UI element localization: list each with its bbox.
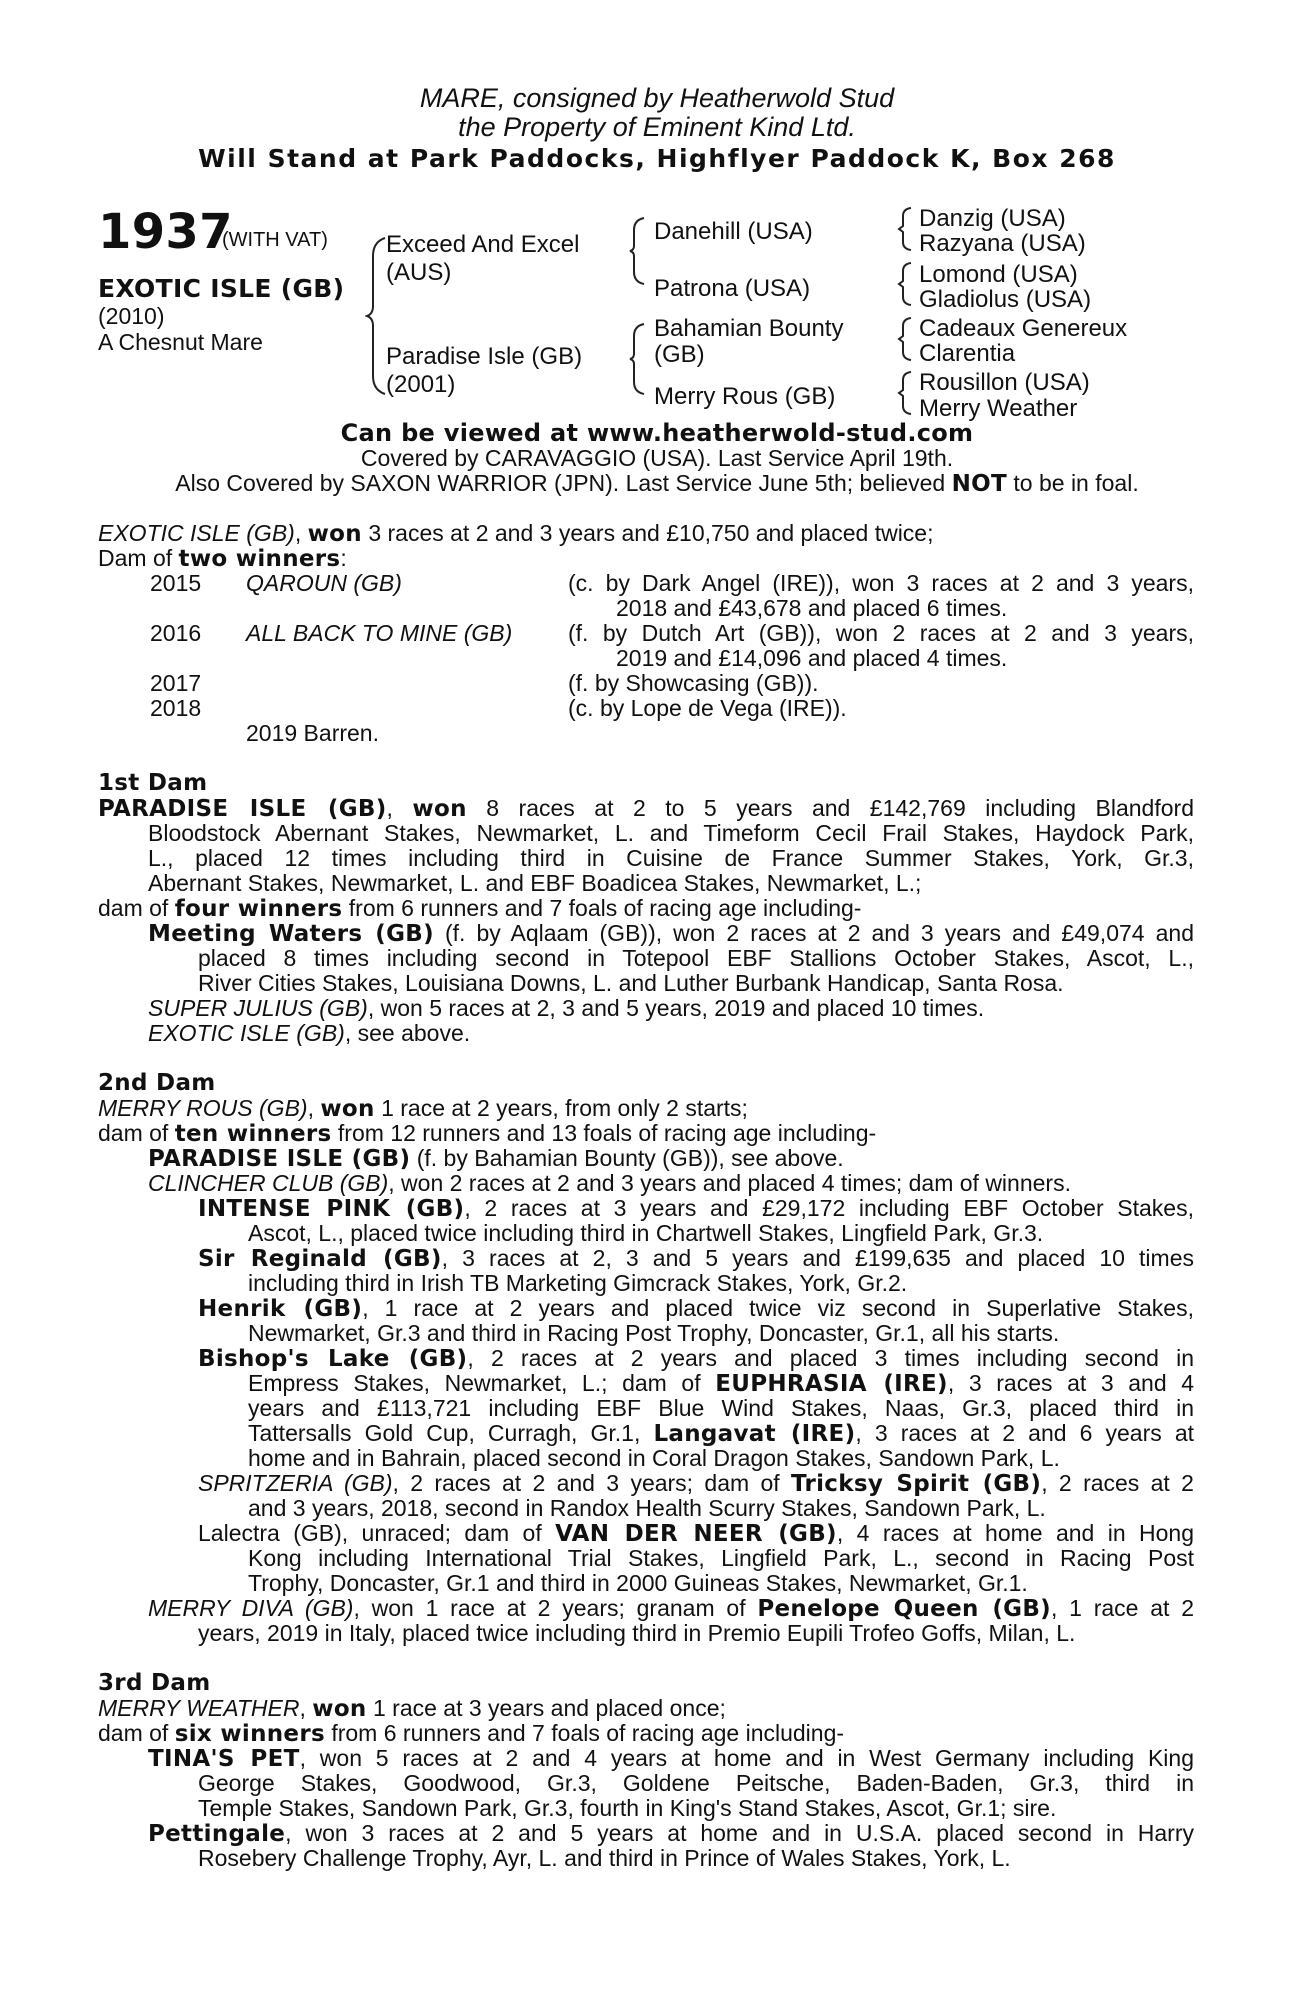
third-dam-foal-cont: George Stakes, Goodwood, Gr.3, Goldene Peitsche, Baden-Baden, Gr.3, third in <box>198 1770 1194 1796</box>
grandchild-cont: Newmarket, Gr.3 and third in Racing Post Trophy, Doncaster, Gr.1, all his starts. <box>248 1320 1060 1346</box>
location-line: Will Stand at Park Paddocks, Highflyer Paddock K, Box 268 <box>198 144 1116 173</box>
second-dam-heading: 2nd Dam <box>98 1070 216 1096</box>
sire-origin: (AUS) <box>386 259 452 286</box>
grandchild-cont: years and £113,721 including EBF Blue Wind Stakes, Naas, Gr.3, placed third in <box>248 1395 1194 1421</box>
sire-name: Exceed And Excel <box>386 231 580 258</box>
second-dam-foal: PARADISE ISLE (GB) (f. by Bahamian Bounty (GB)), see above. <box>148 1145 844 1172</box>
third-dam-heading: 3rd Dam <box>98 1670 211 1696</box>
third-dam-foal-cont: Temple Stakes, Sandown Park, Gr.3, fourth in King's Stand Stakes, Ascot, Gr.1; sire. <box>198 1795 1057 1821</box>
produce-detail: (c. by Lope de Vega (IRE)). <box>568 695 847 721</box>
produce-year: 2016 <box>150 620 202 646</box>
produce-year: 2015 <box>150 570 202 596</box>
pedigree-brace-sire <box>628 216 650 286</box>
first-dam-line: Bloodstock Abernant Stakes, Newmarket, L. and Timeform Cecil Frail Stakes, Haydock Park, <box>148 820 1194 846</box>
owner-line: the Property of Eminent Kind Ltd. <box>458 112 856 142</box>
produce-intro: EXOTIC ISLE (GB), won 3 races at 2 and 3 years and £10,750 and placed twice; <box>98 520 934 547</box>
gs-2: Razyana (USA) <box>919 230 1086 257</box>
grandchild: Sir Reginald (GB), 3 races at 2, 3 and 5 years and £199,635 and placed 10 times <box>198 1245 1194 1272</box>
first-dam-line: PARADISE ISLE (GB), won 8 races at 2 to 5 years and £142,769 including Blandford <box>98 795 1194 822</box>
produce-detail-cont: 2019 and £14,096 and placed 4 times. <box>616 645 1008 671</box>
grandchild: INTENSE PINK (GB), 2 races at 3 years and £29,172 including EBF October Stakes, <box>198 1195 1194 1222</box>
produce-year: 2018 <box>150 695 202 721</box>
produce-year: 2017 <box>150 670 202 696</box>
second-dam-foal: Lalectra (GB), unraced; dam of VAN DER NEER (GB), 4 races at home and in Hong <box>198 1520 1194 1547</box>
covered-note: Covered by CARAVAGGIO (USA). Last Service April 19th. <box>360 445 954 471</box>
first-dam-line: L., placed 12 times including third in Cuisine de France Summer Stakes, York, Gr.3, <box>148 845 1194 871</box>
grandchild-cont: Tattersalls Gold Cup, Curragh, Gr.1, Langavat (IRE), 3 races at 2 and 6 years at <box>248 1420 1194 1447</box>
grandchild-cont: home and in Bahrain, placed second in Coral Dragon Stakes, Sandown Park, L. <box>248 1445 1060 1471</box>
dam-dam: Merry Rous (GB) <box>654 383 836 410</box>
second-dam-dam-of: dam of ten winners from 12 runners and 13 foals of racing age including- <box>98 1120 877 1147</box>
second-dam-foal: MERRY DIVA (GB), won 1 race at 2 years; granam of Penelope Queen (GB), 1 race at 2 <box>148 1595 1194 1622</box>
produce-detail: (c. by Dark Angel (IRE)), won 3 races at 2 and 3 years, <box>568 570 1194 596</box>
second-dam-foal: SPRITZERIA (GB), 2 races at 2 and 3 years; dam of Tricksy Spirit (GB), 2 races at 2 <box>198 1470 1194 1497</box>
sire-sire: Danehill (USA) <box>654 218 813 245</box>
also-covered-note: Also Covered by SAXON WARRIOR (JPN). Last Service June 5th; believed NOT to be in foal. <box>175 470 1139 497</box>
second-dam-line: MERRY ROUS (GB), won 1 race at 2 years, from only 2 starts; <box>98 1095 748 1122</box>
gs-7: Rousillon (USA) <box>919 369 1090 396</box>
pedigree-brace-2 <box>897 261 915 307</box>
horse-name: EXOTIC ISLE (GB) <box>98 274 345 303</box>
horse-description: A Chesnut Mare <box>98 329 263 355</box>
second-dam-foal-cont: and 3 years, 2018, second in Randox Health Scurry Stakes, Sandown Park, L. <box>248 1495 1046 1521</box>
gs-6: Clarentia <box>919 340 1016 367</box>
first-dam-dam-of: dam of four winners from 6 runners and 7 foals of racing age including- <box>98 895 862 922</box>
dam-of-line: Dam of two winners: <box>98 545 347 572</box>
lot-number: 1937 <box>98 204 233 260</box>
gs-4: Gladiolus (USA) <box>919 286 1092 313</box>
horse-year: (2010) <box>98 303 165 329</box>
pedigree-brace-3 <box>897 316 915 362</box>
third-dam-line: MERRY WEATHER, won 1 race at 3 years and placed once; <box>98 1695 726 1722</box>
dam-year: (2001) <box>386 371 456 398</box>
grandchild: Bishop's Lake (GB), 2 races at 2 years and placed 3 times including second in <box>198 1345 1194 1372</box>
pedigree-brace-4 <box>897 370 915 416</box>
pedigree-brace-dam <box>628 322 650 396</box>
grandchild-cont: including third in Irish TB Marketing Gimcrack Stakes, York, Gr.2. <box>248 1270 908 1296</box>
third-dam-foal: Pettingale, won 3 races at 2 and 5 years at home and in U.S.A. placed second in Harry <box>148 1820 1194 1847</box>
produce-detail: (f. by Showcasing (GB)). <box>568 670 819 696</box>
third-dam-dam-of: dam of six winners from 6 runners and 7 foals of racing age including- <box>98 1720 845 1747</box>
second-dam-foal-cont: Trophy, Doncaster, Gr.1 and third in 2000 Guineas Stakes, Newmarket, Gr.1. <box>248 1570 1028 1596</box>
dam-sire-name: Bahamian Bounty <box>654 315 844 342</box>
viewing-website: Can be viewed at www.heatherwold-stud.com <box>340 419 974 447</box>
second-dam-foal-cont: years, 2019 in Italy, placed twice including third in Premio Eupili Trofeo Goffs, Milan, L. <box>198 1620 1076 1646</box>
pedigree-brace-1 <box>897 206 915 252</box>
first-dam-foal-cont: River Cities Stakes, Louisiana Downs, L. and Luther Burbank Handicap, Santa Rosa. <box>198 970 1064 996</box>
vat-note: (WITH VAT) <box>222 229 328 251</box>
dam-name: Paradise Isle (GB) <box>386 343 583 370</box>
barren-note: 2019 Barren. <box>246 720 379 746</box>
dam-sire-origin: (GB) <box>654 341 705 368</box>
gs-3: Lomond (USA) <box>919 261 1078 288</box>
third-dam-foal-cont: Rosebery Challenge Trophy, Ayr, L. and third in Prince of Wales Stakes, York, L. <box>198 1845 1011 1871</box>
first-dam-foal: EXOTIC ISLE (GB), see above. <box>148 1020 471 1046</box>
produce-detail-cont: 2018 and £43,678 and placed 6 times. <box>616 595 1008 621</box>
gs-1: Danzig (USA) <box>919 205 1066 232</box>
first-dam-heading: 1st Dam <box>98 770 208 796</box>
grandchild-cont: Ascot, L., placed twice including third in Chartwell Stakes, Lingfield Park, Gr.3. <box>248 1220 1044 1246</box>
produce-name: QAROUN (GB) <box>246 570 402 596</box>
produce-name: ALL BACK TO MINE (GB) <box>246 620 513 646</box>
first-dam-foal: Meeting Waters (GB) (f. by Aqlaam (GB)), won 2 races at 2 and 3 years and £49,074 and <box>148 920 1194 947</box>
consignor-line: MARE, consigned by Heatherwold Stud <box>419 83 895 113</box>
gs-8: Merry Weather <box>919 395 1078 422</box>
grandchild: Henrik (GB), 1 race at 2 years and placed twice viz second in Superlative Stakes, <box>198 1295 1194 1322</box>
grandchild-cont: Empress Stakes, Newmarket, L.; dam of EUPHRASIA (IRE), 3 races at 3 and 4 <box>248 1370 1195 1397</box>
first-dam-foal: SUPER JULIUS (GB), won 5 races at 2, 3 and 5 years, 2019 and placed 10 times. <box>148 995 985 1021</box>
second-dam-foal-cont: Kong including International Trial Stakes, Lingfield Park, L., second in Racing Post <box>248 1545 1194 1571</box>
third-dam-foal: TINA'S PET, won 5 races at 2 and 4 years at home and in West Germany including King <box>148 1745 1194 1772</box>
first-dam-foal-cont: placed 8 times including second in Totepool EBF Stallions October Stakes, Ascot, L., <box>198 945 1194 971</box>
first-dam-line: Abernant Stakes, Newmarket, L. and EBF Boadicea Stakes, Newmarket, L.; <box>148 870 922 896</box>
second-dam-foal: CLINCHER CLUB (GB), won 2 races at 2 and 3 years and placed 4 times; dam of winners. <box>148 1170 1071 1196</box>
gs-5: Cadeaux Genereux <box>919 315 1128 342</box>
produce-detail: (f. by Dutch Art (GB)), won 2 races at 2 and 3 years, <box>568 620 1194 646</box>
sire-dam: Patrona (USA) <box>654 275 811 302</box>
